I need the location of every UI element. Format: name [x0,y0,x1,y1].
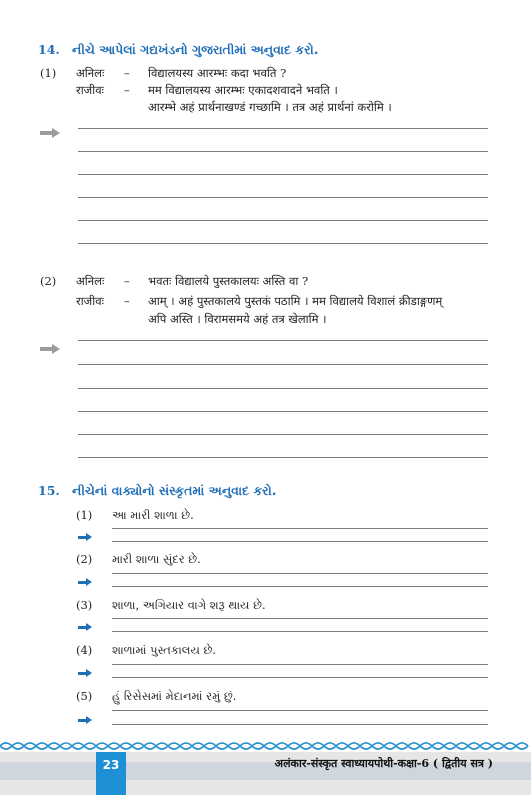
dialogue-dash: – [124,83,130,97]
answer-line [112,677,488,678]
answer-line [112,631,488,632]
q15-item-text: શાળા, અગિયાર વાગે શરૂ થાય છે. [112,598,266,612]
dialogue-text: मम विद्यालयस्य आरम्भः एकादशवादने भवति । [148,83,338,97]
q15-item-text: આ મારી શાળા છે. [112,508,194,522]
answer-line [78,128,488,129]
q14-part2-index: (2) [40,274,57,288]
footer-book-title: अलंकार-संस्कृत स्वाध्यायपोथी-कक्षा-6 ( द्वितीय सत्र ) [274,757,493,770]
q15-item-text: મારી શાળા સુંદર છે. [112,552,201,566]
q15-item-index: (5) [76,689,93,703]
q14-part1-index: (1) [40,66,57,80]
q15-number: 15. [38,483,60,498]
q15-title: નીચેનાં વાક્યોનો સંસ્કૃતમાં અનુવાદ કરો. [72,483,277,498]
answer-line [78,434,488,435]
dialogue-dash: – [124,66,130,80]
answer-line [112,573,488,574]
q15-heading [38,483,277,499]
q14-number: 14. [38,42,60,57]
q14-title: નીચે આપેલાં ગદ્યખંડનો ગુજરાતીમાં અનુવાદ કરો. [72,42,319,57]
answer-line [78,340,488,341]
dialogue-text: अपि अस्ति । विरामसमये अहं तत्र खेलामि । [148,312,327,326]
answer-line [112,724,488,725]
dialogue-speaker: राजीवः [76,294,104,308]
q14-heading [38,42,318,58]
answer-line [78,457,488,458]
dialogue-dash: – [124,294,130,308]
answer-line [112,528,488,529]
answer-line [112,541,488,542]
q15-item-index: (4) [76,643,93,657]
dialogue-speaker: अनिलः [76,274,105,288]
dialogue-text: आरम्भे अहं प्रार्थनाखण्डं गच्छामि । तत्र अहं प्रार्थनां करोमि । [148,100,392,114]
q15-item-index: (2) [76,552,93,566]
dialogue-speaker: अनिलः [76,66,105,80]
answer-line [78,220,488,221]
page-number: 23 [96,752,126,795]
answer-line [78,197,488,198]
dialogue-text: विद्यालयस्य आरम्भः कदा भवति ? [148,66,287,80]
answer-line [78,388,488,389]
answer-line [112,710,488,711]
q15-item-text: શાળામાં પુસ્તકાલય છે. [112,643,217,657]
dialogue-text: आम् । अहं पुस्तकालये पुस्तकं पठामि । मम विद्यालये विशालं क्रीडाङ्गणम् [148,294,443,308]
answer-line [78,174,488,175]
q15-item-index: (3) [76,598,93,612]
answer-line [112,618,488,619]
answer-line [112,586,488,587]
answer-line [78,411,488,412]
footer-wave-border [0,740,531,752]
dialogue-text: भवतः विद्यालये पुस्तकालयः अस्ति वा ? [148,274,309,288]
q15-item-text: હું રિસેસમાં મેદાનમાં રમું છું. [112,689,237,703]
dialogue-dash: – [124,274,130,288]
answer-line [112,664,488,665]
q15-item-index: (1) [76,508,93,522]
answer-line [78,364,488,365]
answer-line [78,243,488,244]
answer-line [78,151,488,152]
dialogue-speaker: राजीवः [76,83,104,97]
